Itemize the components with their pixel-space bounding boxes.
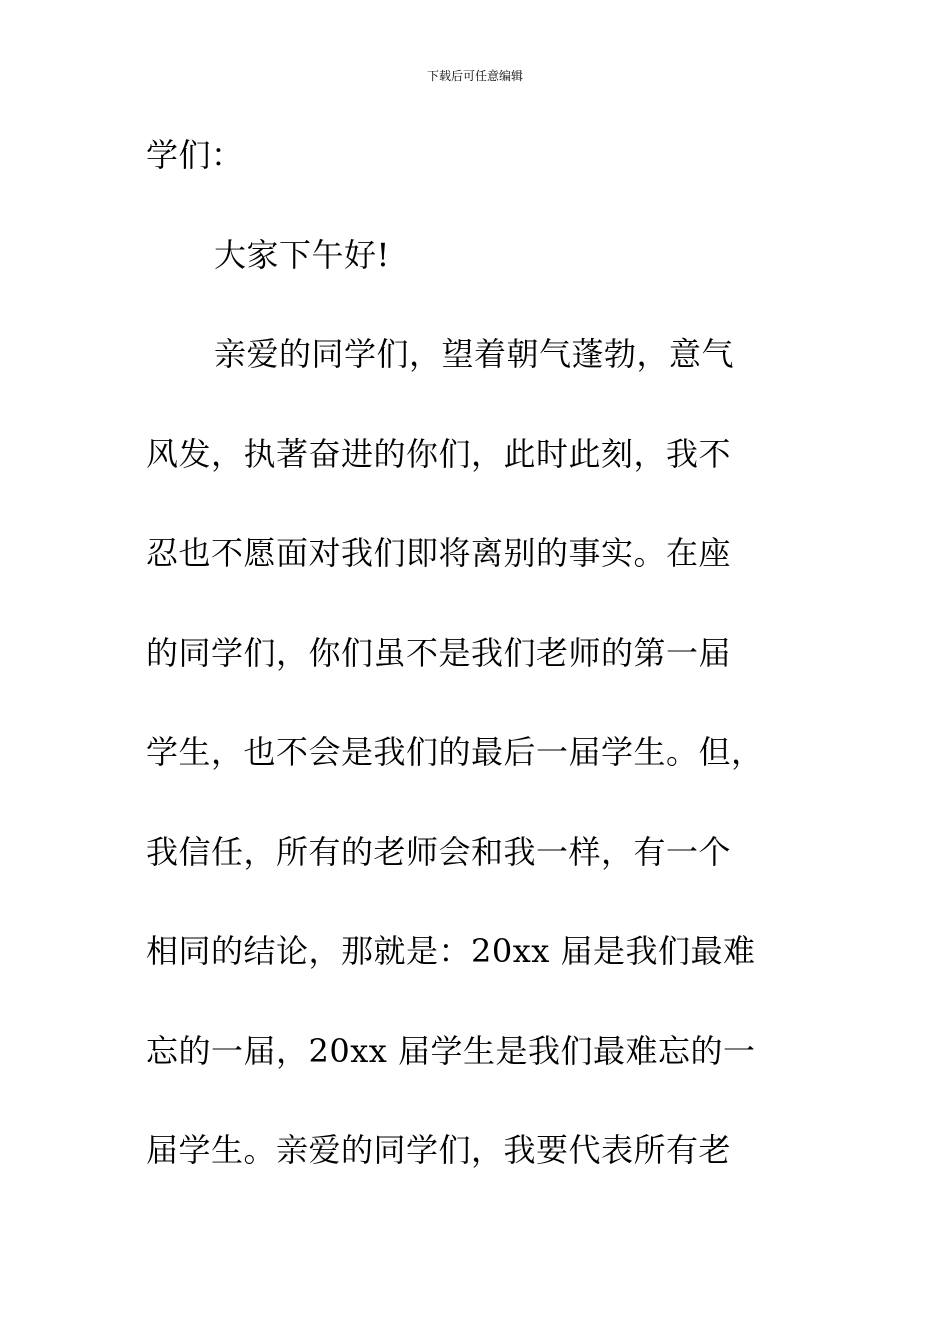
paragraph-line: 忘的一届，20xx 届学生是我们最难忘的一 bbox=[146, 1031, 756, 1070]
paragraph-line: 亲爱的同学们，望着朝气蓬勃，意气 bbox=[214, 335, 735, 373]
paragraph-line: 相同的结论，那就是：20xx 届是我们最难 bbox=[146, 932, 756, 970]
paragraph-line: 大家下午好! bbox=[214, 235, 390, 274]
paragraph-line: 我信任，所有的老师会和我一样，有一个 bbox=[146, 832, 732, 871]
paragraph-line: 学生，也不会是我们的最后一届学生。但， bbox=[146, 733, 764, 771]
paragraph-line: 忍也不愿面对我们即将离别的事实。在座 bbox=[146, 534, 732, 572]
paragraph-line: 学们： bbox=[146, 136, 244, 174]
page-header: 下载后可任意编辑 bbox=[426, 69, 523, 83]
paragraph-line: 风发，执著奋进的你们，此时此刻，我不 bbox=[146, 434, 732, 473]
body-text bbox=[146, 125, 806, 1220]
paragraph-line: 的同学们，你们虽不是我们老师的第一届 bbox=[146, 633, 732, 672]
paragraph-line: 届学生。亲爱的同学们，我要代表所有老 bbox=[146, 1131, 732, 1169]
